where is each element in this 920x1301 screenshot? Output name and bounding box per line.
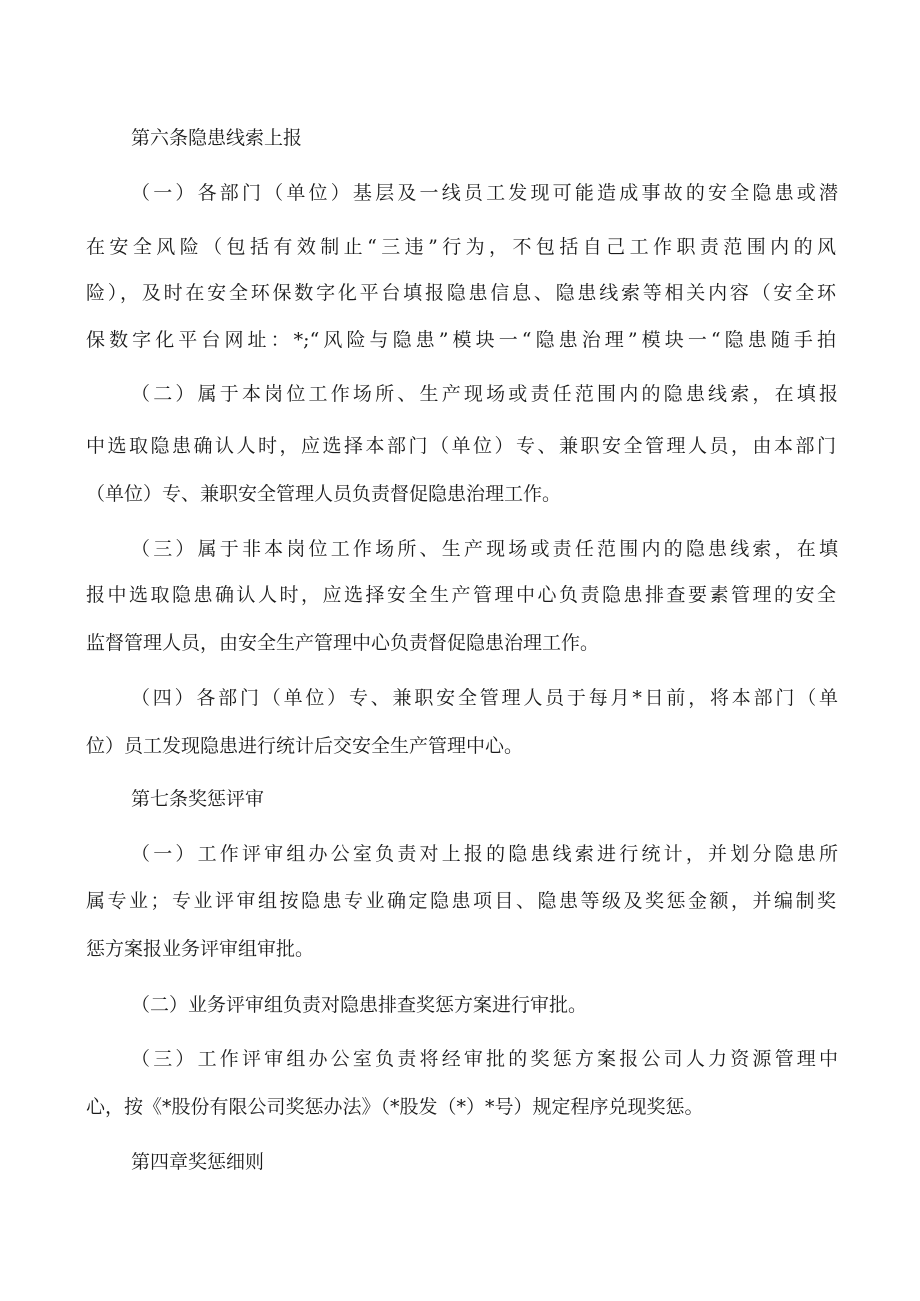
paragraph-line: （四）各部门（单位）专、兼职安全管理人员于每月*日前，将本部门（单 (131, 687, 838, 709)
paragraph-line: 监督管理人员，由安全生产管理中心负责督促隐患治理工作。 (86, 632, 600, 654)
paragraph-line: 保数字化平台网址：*;“风险与隐患”模块一“隐患治理”模块一“隐患随手拍 (86, 329, 836, 351)
paragraph-line: （三）工作评审组办公室负责将经审批的奖惩方案报公司人力资源管理中 (131, 1048, 838, 1070)
paragraph-line: 在安全风险（包括有效制止“三违”行为，不包括自己工作职责范围内的风 (86, 236, 836, 258)
paragraph-line: （一）各部门（单位）基层及一线员工发现可能造成事故的安全隐患或潜 (131, 182, 838, 204)
paragraph-line: 心，按《*股份有限公司奖惩办法》（*股发（*）*号）规定程序兑现奖惩。 (86, 1096, 704, 1118)
article-6-heading: 第六条隐患线索上报 (131, 127, 303, 149)
paragraph-line: 惩方案报业务评审组审批。 (86, 938, 315, 960)
paragraph-line: 位）员工发现隐患进行统计后交安全生产管理中心。 (86, 735, 524, 757)
paragraph-line: （单位）专、兼职安全管理人员负责督促隐患治理工作。 (86, 483, 562, 505)
article-7-heading: 第七条奖惩评审 (131, 788, 265, 810)
paragraph-line: 报中选取隐患确认人时，应选择安全生产管理中心负责隐患排查要素管理的安全 (86, 584, 836, 606)
paragraph-line: （一）工作评审组办公室负责对上报的隐患线索进行统计，并划分隐患所 (131, 843, 838, 865)
paragraph-line: （二）业务评审组负责对隐患排查奖惩方案进行审批。 (131, 994, 588, 1016)
paragraph-line: 属专业；专业评审组按隐患专业确定隐患项目、隐患等级及奖惩金额，并编制奖 (86, 890, 836, 912)
chapter-4-heading: 第四章奖惩细则 (131, 1151, 265, 1173)
paragraph-line: 险），及时在安全环保数字化平台填报隐患信息、隐患线索等相关内容（安全环 (86, 282, 836, 304)
paragraph-line: （二）属于本岗位工作场所、生产现场或责任范围内的隐患线索，在填报 (131, 383, 838, 405)
paragraph-line: （三）属于非本岗位工作场所、生产现场或责任范围内的隐患线索，在填 (131, 538, 838, 560)
paragraph-line: 中选取隐患确认人时，应选择本部门（单位）专、兼职安全管理人员，由本部门 (86, 435, 836, 457)
